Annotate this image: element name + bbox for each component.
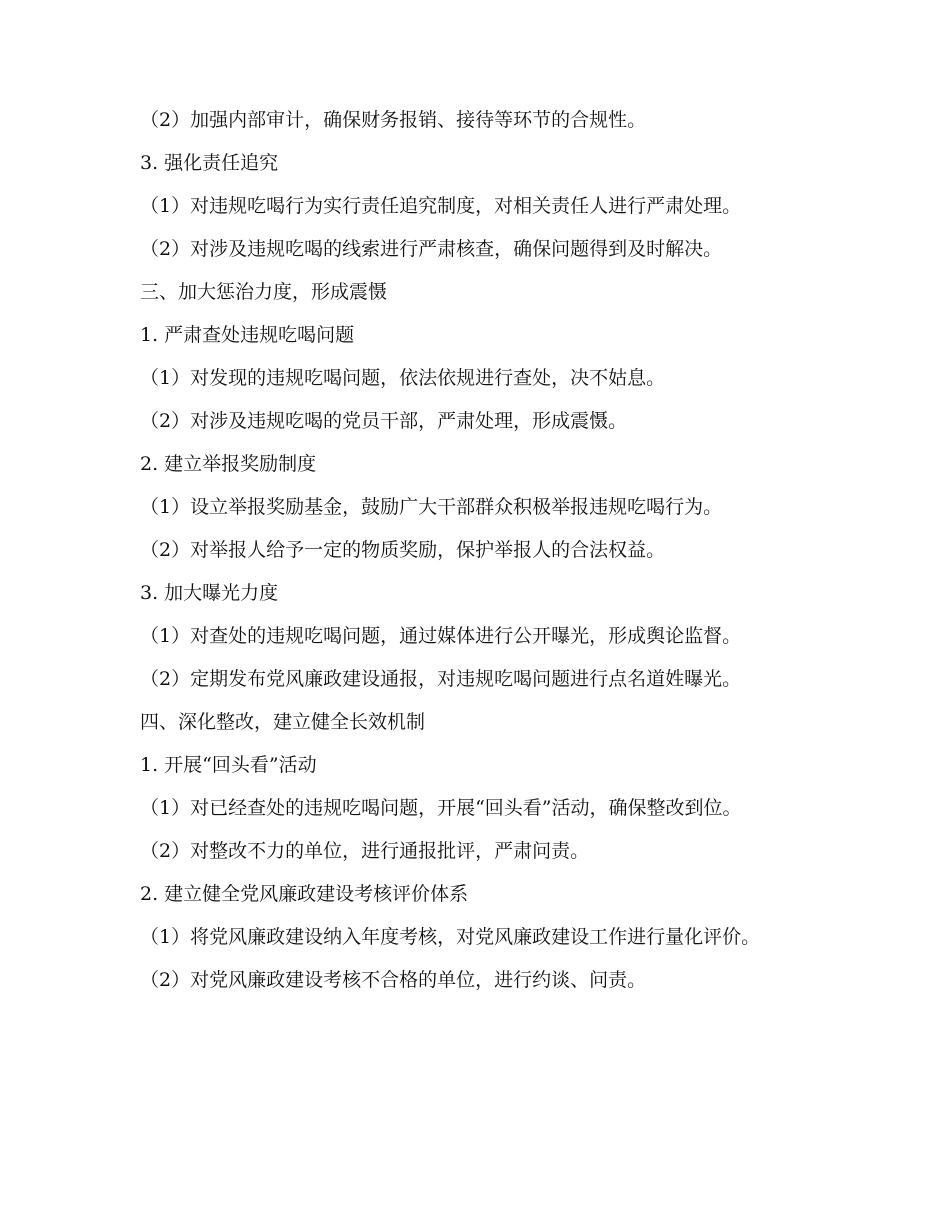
chapter-heading: 三、加大惩治力度，形成震慑 [140, 281, 388, 303]
section-heading: 2. 建立举报奖励制度 [140, 453, 317, 475]
section-heading: 1. 严肃查处违规吃喝问题 [140, 324, 355, 346]
paragraph: （1）对已经查处的违规吃喝问题，开展“回头看”活动，确保整改到位。 [140, 797, 742, 819]
paragraph: （2）定期发布党风廉政建设通报，对违规吃喝问题进行点名道姓曝光。 [140, 668, 742, 690]
section-heading: 2. 建立健全党风廉政建设考核评价体系 [140, 883, 469, 905]
paragraph: （2）对党风廉政建设考核不合格的单位，进行约谈、问责。 [140, 969, 647, 991]
section-heading: 3. 强化责任追究 [140, 152, 279, 174]
paragraph: （1）对发现的违规吃喝问题，依法依规进行查处，决不姑息。 [140, 367, 666, 389]
paragraph: （1）对查处的违规吃喝问题，通过媒体进行公开曝光，形成舆论监督。 [140, 625, 742, 647]
paragraph: （1）对违规吃喝行为实行责任追究制度，对相关责任人进行严肃处理。 [140, 195, 742, 217]
section-heading: 1. 开展“回头看”活动 [140, 754, 317, 776]
paragraph: （2）加强内部审计，确保财务报销、接待等环节的合规性。 [140, 109, 647, 131]
paragraph: （1）将党风廉政建设纳入年度考核，对党风廉政建设工作进行量化评价。 [140, 926, 761, 948]
document-body [140, 110, 815, 1013]
chapter-heading: 四、深化整改，建立健全长效机制 [140, 711, 426, 733]
paragraph: （1）设立举报奖励基金，鼓励广大干部群众积极举报违规吃喝行为。 [140, 496, 723, 518]
paragraph: （2）对整改不力的单位，进行通报批评，严肃问责。 [140, 840, 590, 862]
paragraph: （2）对涉及违规吃喝的线索进行严肃核查，确保问题得到及时解决。 [140, 238, 723, 260]
section-heading: 3. 加大曝光力度 [140, 582, 279, 604]
paragraph: （2）对涉及违规吃喝的党员干部，严肃处理，形成震慑。 [140, 410, 628, 432]
paragraph: （2）对举报人给予一定的物质奖励，保护举报人的合法权益。 [140, 539, 666, 561]
